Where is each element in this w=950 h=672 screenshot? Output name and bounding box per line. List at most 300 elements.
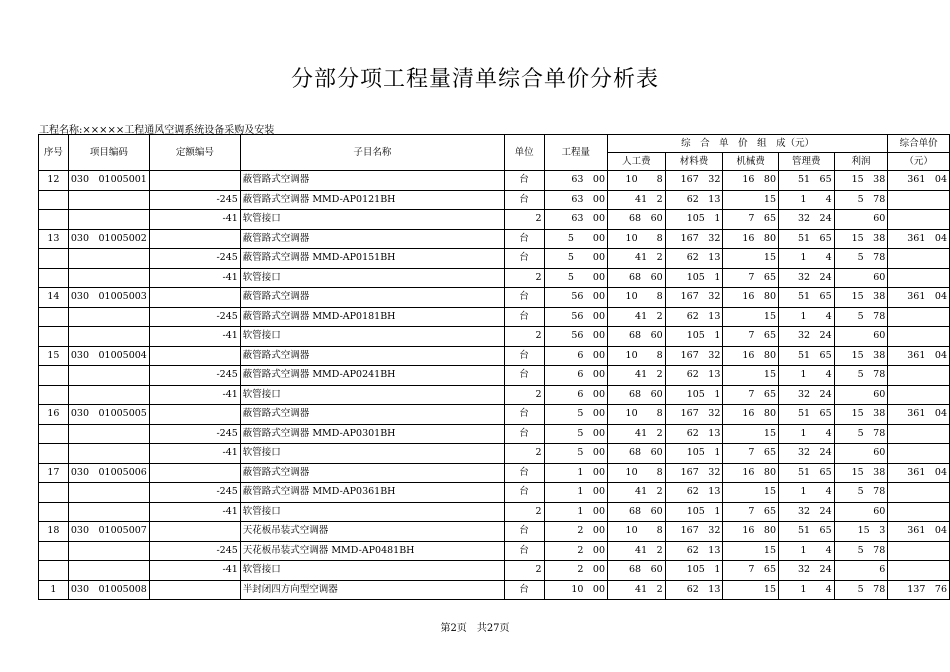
- cell-quantity: 56 00: [544, 307, 608, 327]
- table-row: [39, 210, 950, 230]
- cell-profit: 15 38: [834, 288, 888, 308]
- cell-material: 105 1: [665, 561, 723, 581]
- cell-labor: 68 60: [608, 444, 666, 464]
- cell-unit: 2: [504, 444, 544, 464]
- cell-labor: 41 2: [608, 307, 666, 327]
- cell-unit: 2: [504, 327, 544, 347]
- cell-unit-price: [888, 190, 950, 210]
- cell-machine: 15: [723, 366, 779, 386]
- cell-unit-price: 137 76: [888, 580, 950, 600]
- cell-seq: [39, 502, 69, 522]
- cell-quota-code: [149, 580, 240, 600]
- cell-unit: 台: [504, 346, 544, 366]
- cell-quantity: 63 00: [544, 171, 608, 191]
- cell-seq: 17: [39, 463, 69, 483]
- cell-item-code: 030 01005002: [68, 229, 149, 249]
- cell-labor: 68 60: [608, 268, 666, 288]
- cell-item-code: [68, 268, 149, 288]
- cell-sub-name: 软管接口: [240, 268, 504, 288]
- cell-quota-code: -245: [149, 541, 240, 561]
- header-unit-price-sub: （元）: [888, 153, 950, 171]
- cell-sub-name: 蔽管路式空调器: [240, 229, 504, 249]
- cell-profit: 60: [834, 502, 888, 522]
- table-row: [39, 346, 950, 366]
- cell-management: 51 65: [779, 346, 835, 366]
- cell-item-code: 030 01005004: [68, 346, 149, 366]
- cell-unit-price: [888, 483, 950, 503]
- cell-machine: 15: [723, 580, 779, 600]
- cell-item-code: [68, 307, 149, 327]
- cell-unit: 台: [504, 483, 544, 503]
- cell-profit: 60: [834, 327, 888, 347]
- cell-sub-name: 蔽管路式空调器 MMD-AP0181BH: [240, 307, 504, 327]
- cell-machine: 15: [723, 190, 779, 210]
- cell-labor: 10 8: [608, 346, 666, 366]
- table-row: [39, 288, 950, 308]
- cell-quantity: 5 00: [544, 405, 608, 425]
- cell-quota-code: -245: [149, 483, 240, 503]
- cell-labor: 68 60: [608, 561, 666, 581]
- cell-item-code: [68, 190, 149, 210]
- cell-labor: 68 60: [608, 327, 666, 347]
- cell-unit: 台: [504, 424, 544, 444]
- header-labor: 人工费: [608, 153, 666, 171]
- cell-seq: [39, 385, 69, 405]
- cell-material: 167 32: [665, 463, 723, 483]
- cell-management: 1 4: [779, 190, 835, 210]
- cell-unit-price: 361 04: [888, 463, 950, 483]
- cell-quota-code: -41: [149, 561, 240, 581]
- table-row: [39, 483, 950, 503]
- cell-quota-code: [149, 346, 240, 366]
- cell-item-code: [68, 385, 149, 405]
- table-row: [39, 580, 950, 600]
- cell-unit: 台: [504, 190, 544, 210]
- cell-item-code: 030 01005008: [68, 580, 149, 600]
- cell-machine: 16 80: [723, 346, 779, 366]
- cell-material: 62 13: [665, 366, 723, 386]
- cell-item-code: 030 01005006: [68, 463, 149, 483]
- cell-unit-price: [888, 424, 950, 444]
- cell-item-code: [68, 483, 149, 503]
- cell-unit-price: [888, 307, 950, 327]
- cell-unit-price: 361 04: [888, 288, 950, 308]
- cell-quantity: 2 00: [544, 541, 608, 561]
- cell-labor: 10 8: [608, 522, 666, 542]
- cell-material: 167 32: [665, 405, 723, 425]
- table-row: [39, 229, 950, 249]
- table-row: [39, 444, 950, 464]
- cell-quantity: 2 00: [544, 561, 608, 581]
- header-material: 材料费: [665, 153, 723, 171]
- cell-machine: 7 65: [723, 444, 779, 464]
- cell-unit-price: 361 04: [888, 522, 950, 542]
- header-management: 管理费: [779, 153, 835, 171]
- cell-profit: 60: [834, 385, 888, 405]
- cell-machine: 15: [723, 424, 779, 444]
- cell-seq: [39, 541, 69, 561]
- cell-management: 51 65: [779, 288, 835, 308]
- cell-sub-name: 软管接口: [240, 385, 504, 405]
- cell-seq: [39, 483, 69, 503]
- cell-labor: 41 2: [608, 541, 666, 561]
- cell-seq: 13: [39, 229, 69, 249]
- table-row: [39, 307, 950, 327]
- cell-unit-price: [888, 268, 950, 288]
- cell-profit: 15 3: [834, 522, 888, 542]
- project-name: 工程名称:×××××工程通风空调系统设备采购及安装: [39, 125, 275, 136]
- cell-unit: 2: [504, 561, 544, 581]
- cell-quantity: 5 00: [544, 268, 608, 288]
- cell-quota-code: -245: [149, 190, 240, 210]
- cell-item-code: [68, 366, 149, 386]
- cell-seq: [39, 249, 69, 269]
- cell-management: 32 24: [779, 210, 835, 230]
- cell-item-code: [68, 424, 149, 444]
- cell-sub-name: 蔽管路式空调器: [240, 463, 504, 483]
- cell-management: 1 4: [779, 483, 835, 503]
- cell-unit: 台: [504, 288, 544, 308]
- cell-seq: [39, 190, 69, 210]
- cell-item-code: 030 01005001: [68, 171, 149, 191]
- cell-sub-name: 蔽管路式空调器 MMD-AP0121BH: [240, 190, 504, 210]
- cell-unit: 台: [504, 249, 544, 269]
- cell-quota-code: -41: [149, 444, 240, 464]
- table-row: [39, 502, 950, 522]
- cell-labor: 68 60: [608, 385, 666, 405]
- cell-profit: 5 78: [834, 249, 888, 269]
- cell-management: 1 4: [779, 580, 835, 600]
- cell-labor: 10 8: [608, 171, 666, 191]
- cell-quota-code: -41: [149, 502, 240, 522]
- cell-quantity: 56 00: [544, 288, 608, 308]
- cell-profit: 5 78: [834, 424, 888, 444]
- cell-profit: 6: [834, 561, 888, 581]
- cell-unit-price: [888, 385, 950, 405]
- header-composition: 综 合 单 价 组 成（元）: [608, 135, 888, 153]
- table-row: [39, 385, 950, 405]
- cell-unit: 台: [504, 541, 544, 561]
- cell-machine: 7 65: [723, 268, 779, 288]
- cell-labor: 68 60: [608, 210, 666, 230]
- cell-material: 167 32: [665, 288, 723, 308]
- cell-quota-code: -245: [149, 366, 240, 386]
- cell-sub-name: 蔽管路式空调器 MMD-AP0361BH: [240, 483, 504, 503]
- header-quantity: 工程量: [544, 135, 608, 171]
- header-profit: 利润: [834, 153, 888, 171]
- cell-material: 62 13: [665, 580, 723, 600]
- cell-material: 167 32: [665, 229, 723, 249]
- cell-seq: 12: [39, 171, 69, 191]
- cell-labor: 41 2: [608, 249, 666, 269]
- cell-unit: 台: [504, 171, 544, 191]
- cell-sub-name: 软管接口: [240, 327, 504, 347]
- table-row: [39, 424, 950, 444]
- cell-machine: 7 65: [723, 327, 779, 347]
- cell-material: 62 13: [665, 307, 723, 327]
- cell-profit: 5 78: [834, 483, 888, 503]
- cell-machine: 7 65: [723, 210, 779, 230]
- cell-quantity: 5 00: [544, 444, 608, 464]
- cell-management: 1 4: [779, 424, 835, 444]
- cell-management: 51 65: [779, 405, 835, 425]
- cell-quantity: 5 00: [544, 424, 608, 444]
- cell-machine: 7 65: [723, 502, 779, 522]
- table-row: [39, 405, 950, 425]
- cell-sub-name: 蔽管路式空调器: [240, 288, 504, 308]
- cell-seq: 18: [39, 522, 69, 542]
- cell-seq: [39, 210, 69, 230]
- cell-sub-name: 软管接口: [240, 210, 504, 230]
- cell-sub-name: 蔽管路式空调器: [240, 171, 504, 191]
- cell-material: 167 32: [665, 171, 723, 191]
- cell-quantity: 1 00: [544, 463, 608, 483]
- cell-material: 105 1: [665, 502, 723, 522]
- cell-seq: [39, 561, 69, 581]
- cell-quota-code: -41: [149, 327, 240, 347]
- cell-sub-name: 天花板吊装式空调器: [240, 522, 504, 542]
- page-title: 分部分项工程量清单综合单价分析表: [290, 67, 659, 92]
- cell-unit: 台: [504, 405, 544, 425]
- cell-quantity: 63 00: [544, 210, 608, 230]
- cell-quota-code: [149, 522, 240, 542]
- cell-quantity: 63 00: [544, 190, 608, 210]
- cell-item-code: [68, 210, 149, 230]
- cell-labor: 41 2: [608, 580, 666, 600]
- cell-machine: 15: [723, 249, 779, 269]
- cell-unit-price: [888, 561, 950, 581]
- cell-labor: 10 8: [608, 288, 666, 308]
- cell-unit: 台: [504, 580, 544, 600]
- cell-material: 62 13: [665, 541, 723, 561]
- cell-quota-code: -41: [149, 210, 240, 230]
- cell-seq: 16: [39, 405, 69, 425]
- table-row: [39, 249, 950, 269]
- cell-quantity: 6 00: [544, 385, 608, 405]
- cell-item-code: [68, 541, 149, 561]
- analysis-table: [38, 134, 950, 600]
- cell-management: 32 24: [779, 385, 835, 405]
- cell-unit-price: 361 04: [888, 229, 950, 249]
- cell-material: 167 32: [665, 346, 723, 366]
- table-row: [39, 522, 950, 542]
- cell-quota-code: [149, 229, 240, 249]
- table-row: [39, 561, 950, 581]
- cell-item-code: [68, 561, 149, 581]
- cell-material: 105 1: [665, 385, 723, 405]
- cell-management: 32 24: [779, 502, 835, 522]
- cell-seq: [39, 307, 69, 327]
- cell-profit: 15 38: [834, 229, 888, 249]
- header-item-code: 项目编码: [68, 135, 149, 171]
- cell-unit: 台: [504, 229, 544, 249]
- cell-material: 105 1: [665, 444, 723, 464]
- cell-machine: 15: [723, 307, 779, 327]
- cell-sub-name: 蔽管路式空调器 MMD-AP0241BH: [240, 366, 504, 386]
- cell-material: 105 1: [665, 327, 723, 347]
- cell-unit-price: [888, 541, 950, 561]
- cell-unit: 2: [504, 502, 544, 522]
- cell-quantity: 6 00: [544, 346, 608, 366]
- cell-material: 62 13: [665, 483, 723, 503]
- cell-machine: 15: [723, 541, 779, 561]
- cell-sub-name: 软管接口: [240, 444, 504, 464]
- cell-machine: 16 80: [723, 288, 779, 308]
- cell-item-code: 030 01005007: [68, 522, 149, 542]
- cell-profit: 15 38: [834, 463, 888, 483]
- cell-quota-code: -245: [149, 307, 240, 327]
- cell-quota-code: -245: [149, 249, 240, 269]
- cell-machine: 7 65: [723, 385, 779, 405]
- cell-seq: [39, 327, 69, 347]
- cell-unit-price: [888, 502, 950, 522]
- cell-labor: 10 8: [608, 405, 666, 425]
- cell-seq: [39, 268, 69, 288]
- cell-profit: 60: [834, 268, 888, 288]
- cell-sub-name: 蔽管路式空调器: [240, 346, 504, 366]
- cell-management: 1 4: [779, 541, 835, 561]
- cell-unit-price: 361 04: [888, 171, 950, 191]
- cell-sub-name: 天花板吊装式空调器 MMD-AP0481BH: [240, 541, 504, 561]
- cell-profit: 15 38: [834, 405, 888, 425]
- cell-profit: 15 38: [834, 171, 888, 191]
- cell-unit-price: [888, 444, 950, 464]
- cell-profit: 60: [834, 444, 888, 464]
- cell-unit: 台: [504, 366, 544, 386]
- cell-quota-code: -41: [149, 385, 240, 405]
- header-unit-price: 综合单价: [888, 135, 950, 153]
- cell-management: 1 4: [779, 307, 835, 327]
- table-row: [39, 190, 950, 210]
- cell-quantity: 1 00: [544, 483, 608, 503]
- table-row: [39, 541, 950, 561]
- cell-seq: 14: [39, 288, 69, 308]
- cell-quantity: 1 00: [544, 502, 608, 522]
- cell-item-code: [68, 444, 149, 464]
- table-row: [39, 463, 950, 483]
- cell-management: 51 65: [779, 229, 835, 249]
- cell-quantity: 56 00: [544, 327, 608, 347]
- cell-material: 167 32: [665, 522, 723, 542]
- cell-management: 32 24: [779, 444, 835, 464]
- cell-labor: 41 2: [608, 483, 666, 503]
- cell-sub-name: 软管接口: [240, 502, 504, 522]
- header-quota-code: 定额编号: [149, 135, 240, 171]
- cell-unit-price: [888, 366, 950, 386]
- cell-management: 1 4: [779, 249, 835, 269]
- cell-labor: 10 8: [608, 229, 666, 249]
- cell-item-code: [68, 502, 149, 522]
- cell-seq: 15: [39, 346, 69, 366]
- cell-machine: 7 65: [723, 561, 779, 581]
- cell-item-code: [68, 249, 149, 269]
- cell-unit: 台: [504, 522, 544, 542]
- cell-item-code: 030 01005003: [68, 288, 149, 308]
- cell-machine: 16 80: [723, 463, 779, 483]
- cell-management: 32 24: [779, 268, 835, 288]
- cell-management: 51 65: [779, 463, 835, 483]
- cell-seq: 1: [39, 580, 69, 600]
- cell-sub-name: 蔽管路式空调器: [240, 405, 504, 425]
- header-sub-name: 子目名称: [240, 135, 504, 171]
- cell-quantity: 10 00: [544, 580, 608, 600]
- cell-unit: 台: [504, 463, 544, 483]
- cell-profit: 5 78: [834, 366, 888, 386]
- cell-sub-name: 半封闭四方向型空调器: [240, 580, 504, 600]
- cell-machine: 16 80: [723, 522, 779, 542]
- cell-profit: 5 78: [834, 190, 888, 210]
- cell-quota-code: -41: [149, 268, 240, 288]
- cell-sub-name: 蔽管路式空调器 MMD-AP0151BH: [240, 249, 504, 269]
- cell-unit-price: 361 04: [888, 346, 950, 366]
- cell-profit: 5 78: [834, 580, 888, 600]
- cell-management: 51 65: [779, 171, 835, 191]
- cell-sub-name: 蔽管路式空调器 MMD-AP0301BH: [240, 424, 504, 444]
- cell-seq: [39, 444, 69, 464]
- cell-material: 62 13: [665, 424, 723, 444]
- cell-management: 51 65: [779, 522, 835, 542]
- cell-unit-price: 361 04: [888, 405, 950, 425]
- cell-material: 105 1: [665, 268, 723, 288]
- cell-quota-code: -245: [149, 424, 240, 444]
- cell-labor: 41 2: [608, 366, 666, 386]
- cell-labor: 41 2: [608, 424, 666, 444]
- cell-machine: 16 80: [723, 405, 779, 425]
- cell-item-code: 030 01005005: [68, 405, 149, 425]
- cell-labor: 68 60: [608, 502, 666, 522]
- cell-quantity: 6 00: [544, 366, 608, 386]
- cell-management: 32 24: [779, 327, 835, 347]
- cell-sub-name: 软管接口: [240, 561, 504, 581]
- cell-unit: 2: [504, 210, 544, 230]
- header-row-1: [39, 135, 950, 153]
- table-row: [39, 268, 950, 288]
- cell-seq: [39, 366, 69, 386]
- cell-quota-code: [149, 463, 240, 483]
- cell-quantity: 2 00: [544, 522, 608, 542]
- cell-machine: 16 80: [723, 171, 779, 191]
- cell-quota-code: [149, 288, 240, 308]
- table-row: [39, 171, 950, 191]
- cell-quantity: 5 00: [544, 229, 608, 249]
- cell-profit: 5 78: [834, 541, 888, 561]
- cell-unit-price: [888, 327, 950, 347]
- cell-machine: 16 80: [723, 229, 779, 249]
- cell-profit: 15 38: [834, 346, 888, 366]
- table-row: [39, 327, 950, 347]
- cell-machine: 15: [723, 483, 779, 503]
- cell-unit: 2: [504, 385, 544, 405]
- cell-quota-code: [149, 405, 240, 425]
- cell-management: 32 24: [779, 561, 835, 581]
- cell-material: 62 13: [665, 249, 723, 269]
- cell-profit: 60: [834, 210, 888, 230]
- cell-material: 62 13: [665, 190, 723, 210]
- cell-unit: 2: [504, 268, 544, 288]
- cell-unit-price: [888, 210, 950, 230]
- cell-labor: 41 2: [608, 190, 666, 210]
- table-row: [39, 366, 950, 386]
- cell-profit: 5 78: [834, 307, 888, 327]
- cell-seq: [39, 424, 69, 444]
- header-seq: 序号: [39, 135, 69, 171]
- cell-quantity: 5 00: [544, 249, 608, 269]
- cell-material: 105 1: [665, 210, 723, 230]
- page-number: 第2页 共27页: [440, 623, 510, 634]
- header-machine: 机械费: [723, 153, 779, 171]
- cell-quota-code: [149, 171, 240, 191]
- cell-labor: 10 8: [608, 463, 666, 483]
